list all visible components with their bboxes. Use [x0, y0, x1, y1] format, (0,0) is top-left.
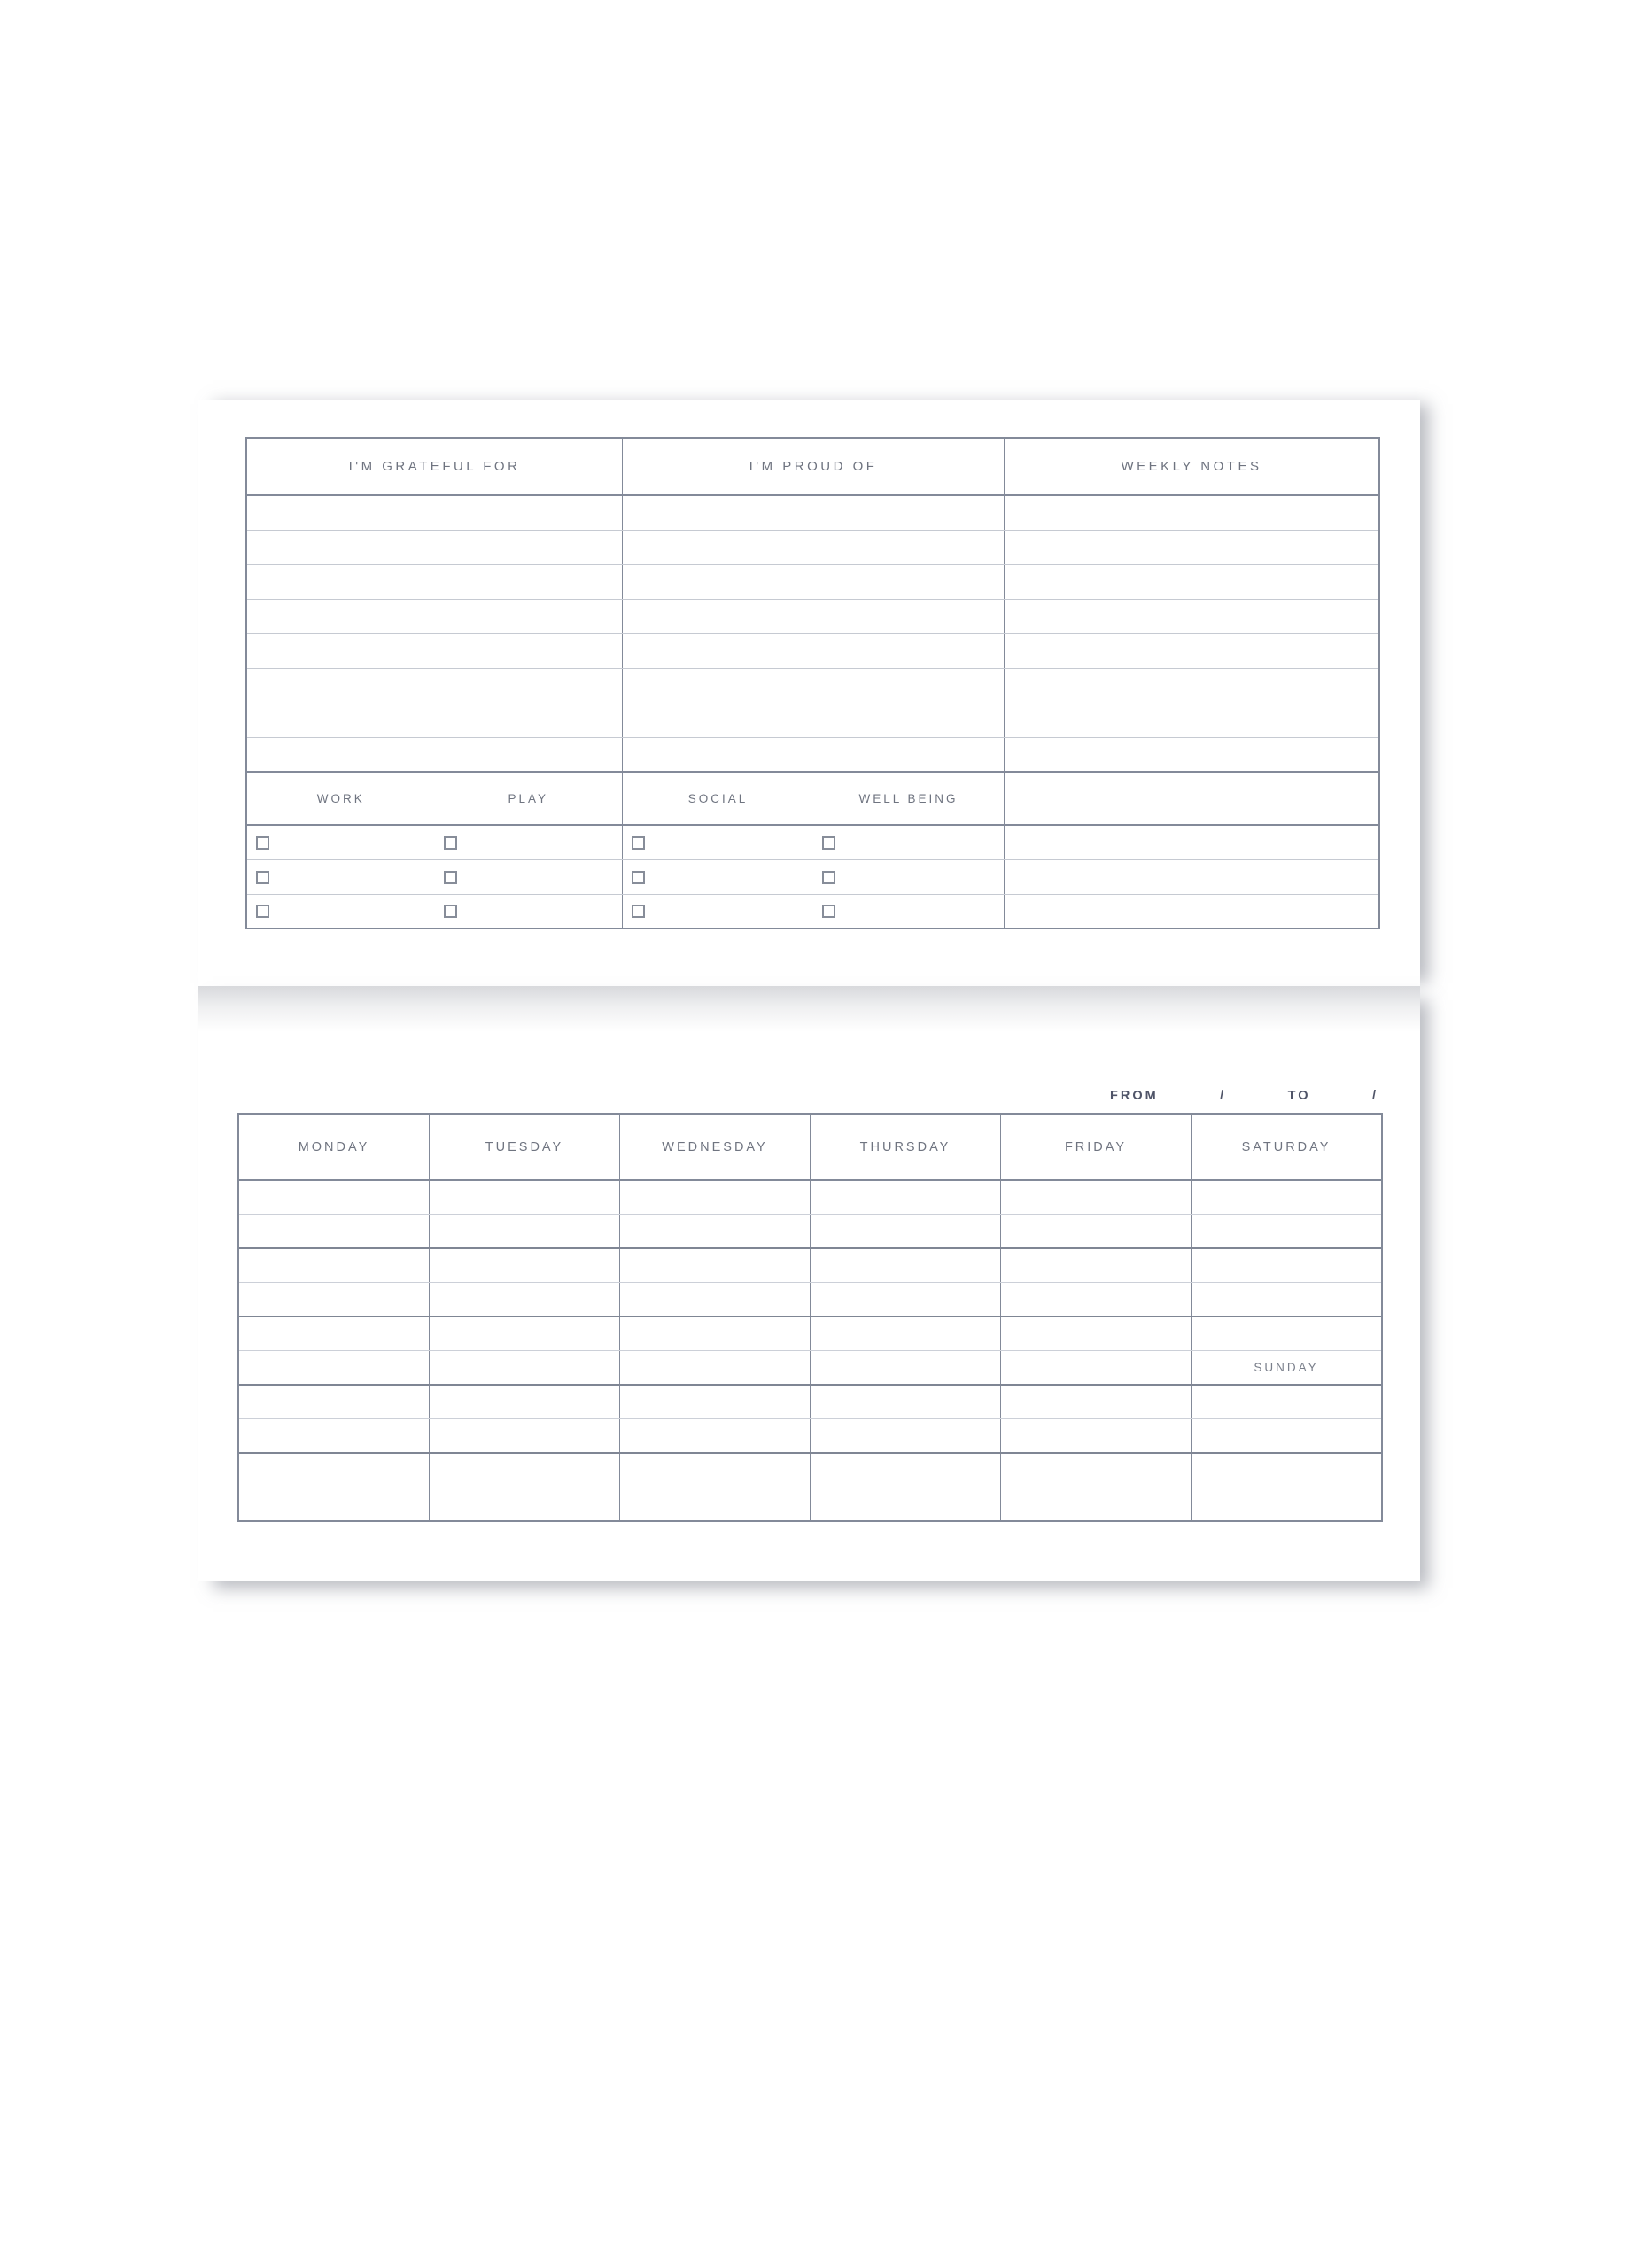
blank-cell — [239, 1386, 430, 1418]
checkbox-slot — [813, 860, 1004, 894]
blank-cell — [247, 738, 623, 771]
checkbox-slot — [247, 860, 435, 894]
checkbox-slot — [435, 826, 623, 859]
blank-cell — [811, 1487, 1001, 1520]
blank-cell — [620, 1454, 811, 1487]
planner-bottom-page — [198, 986, 1420, 1581]
date-range-row — [1110, 1084, 1378, 1107]
blank-cell — [620, 1351, 811, 1384]
blank-cell — [1005, 860, 1378, 894]
empty-checkbox — [256, 836, 269, 850]
blank-cell — [1001, 1249, 1192, 1282]
blank-cell — [623, 669, 1005, 703]
schedule-row — [239, 1181, 1381, 1215]
blank-cell — [1001, 1419, 1192, 1452]
blank-cell — [1005, 895, 1378, 928]
schedule-row — [239, 1454, 1381, 1487]
social-wellbeing-label-cell — [623, 773, 1005, 824]
schedule-row — [239, 1249, 1381, 1283]
gratitude-header-row — [247, 439, 1378, 496]
writing-row — [247, 634, 1378, 669]
date-separator: / — [1220, 1089, 1227, 1103]
blank-cell — [1001, 1487, 1192, 1520]
blank-cell — [247, 600, 623, 633]
blank-cell — [1192, 1386, 1381, 1418]
blank-cell — [239, 1487, 430, 1520]
checkbox-cell — [247, 895, 623, 928]
blank-cell — [811, 1215, 1001, 1247]
blank-cell — [811, 1386, 1001, 1418]
blank-cell — [1005, 565, 1378, 599]
blank-cell — [239, 1419, 430, 1452]
blank-cell — [811, 1454, 1001, 1487]
blank-cell — [1001, 1454, 1192, 1487]
blank-cell — [620, 1317, 811, 1350]
blank-cell — [1005, 600, 1378, 633]
blank-cell — [247, 669, 623, 703]
blank-cell — [1192, 1181, 1381, 1214]
date-separator: / — [1371, 1089, 1378, 1103]
blank-cell — [239, 1317, 430, 1350]
schedule-row — [239, 1317, 1381, 1351]
blank-cell — [811, 1249, 1001, 1282]
checkbox-row — [247, 860, 1378, 895]
blank-cell — [623, 703, 1005, 737]
checkbox-slot — [813, 826, 1004, 859]
blank-cell — [1001, 1386, 1192, 1418]
blank-cell — [811, 1317, 1001, 1350]
blank-cell — [623, 565, 1005, 599]
blank-cell — [430, 1215, 620, 1247]
blank-cell — [1192, 1215, 1381, 1247]
blank-cell — [1005, 634, 1378, 668]
tracker-label-play: PLAY — [508, 791, 549, 805]
writing-row — [247, 738, 1378, 773]
blank-cell — [1005, 669, 1378, 703]
planner-top-page — [198, 400, 1420, 986]
empty-checkbox — [444, 905, 457, 918]
column-header-grateful: I'M GRATEFUL FOR — [247, 439, 623, 494]
writing-row — [247, 565, 1378, 600]
schedule-row — [239, 1283, 1381, 1317]
blank-cell — [239, 1351, 430, 1384]
schedule-row — [239, 1487, 1381, 1520]
from-label: FROM — [1110, 1089, 1159, 1103]
blank-cell — [1005, 773, 1378, 824]
checkbox-slot — [247, 895, 435, 928]
blank-cell — [620, 1419, 811, 1452]
empty-checkbox — [822, 836, 835, 850]
blank-cell — [811, 1351, 1001, 1384]
blank-cell — [1005, 531, 1378, 564]
to-label: TO — [1287, 1089, 1311, 1103]
gratitude-table — [245, 437, 1380, 929]
checkbox-row — [247, 826, 1378, 860]
blank-cell — [620, 1215, 811, 1247]
blank-cell — [430, 1454, 620, 1487]
writing-row — [247, 703, 1378, 738]
blank-cell — [430, 1283, 620, 1316]
day-header-tuesday: TUESDAY — [430, 1115, 620, 1179]
blank-cell — [430, 1419, 620, 1452]
blank-cell — [620, 1283, 811, 1316]
blank-cell — [247, 634, 623, 668]
writing-row — [247, 496, 1378, 531]
blank-cell — [1192, 1487, 1381, 1520]
empty-checkbox — [632, 905, 645, 918]
blank-cell — [247, 565, 623, 599]
blank-cell — [623, 531, 1005, 564]
day-header-wednesday: WEDNESDAY — [620, 1115, 811, 1179]
blank-cell — [430, 1386, 620, 1418]
writing-row — [247, 531, 1378, 565]
blank-cell — [1192, 1283, 1381, 1316]
empty-checkbox — [256, 905, 269, 918]
tracker-label-well-being: WELL BEING — [858, 791, 959, 805]
checkbox-slot — [623, 826, 813, 859]
blank-cell — [1001, 1317, 1192, 1350]
blank-cell — [430, 1487, 620, 1520]
checkbox-cell — [623, 860, 1005, 894]
blank-cell — [247, 496, 623, 530]
checkbox-cell — [623, 826, 1005, 859]
tracker-labels-row — [247, 773, 1378, 826]
day-header-friday: FRIDAY — [1001, 1115, 1192, 1179]
checkbox-cell — [623, 895, 1005, 928]
blank-cell — [1005, 738, 1378, 771]
schedule-row — [239, 1419, 1381, 1454]
empty-checkbox — [256, 871, 269, 884]
checkbox-cell — [247, 826, 623, 859]
blank-cell — [1001, 1283, 1192, 1316]
tracker-label-work: WORK — [316, 791, 365, 805]
blank-cell — [239, 1454, 430, 1487]
blank-cell — [239, 1181, 430, 1214]
day-header-row — [239, 1115, 1381, 1181]
blank-cell — [1001, 1351, 1192, 1384]
blank-cell — [1001, 1215, 1192, 1247]
blank-cell — [239, 1283, 430, 1316]
blank-cell — [247, 531, 623, 564]
blank-cell — [1192, 1419, 1381, 1452]
blank-cell — [1192, 1317, 1381, 1350]
blank-cell — [620, 1181, 811, 1214]
checkbox-slot — [813, 895, 1004, 928]
blank-cell — [1001, 1181, 1192, 1214]
column-header-proud: I'M PROUD OF — [623, 439, 1005, 494]
blank-cell — [623, 738, 1005, 771]
blank-cell — [620, 1249, 811, 1282]
schedule-row — [239, 1215, 1381, 1249]
checkbox-cell — [247, 860, 623, 894]
blank-cell — [247, 703, 623, 737]
blank-cell — [620, 1386, 811, 1418]
blank-cell — [811, 1419, 1001, 1452]
day-header-thursday: THURSDAY — [811, 1115, 1001, 1179]
blank-cell — [1005, 826, 1378, 859]
blank-cell — [430, 1181, 620, 1214]
column-header-weekly-notes: WEEKLY NOTES — [1121, 459, 1262, 474]
empty-checkbox — [822, 871, 835, 884]
blank-cell — [430, 1317, 620, 1350]
blank-cell — [620, 1487, 811, 1520]
checkbox-slot — [247, 826, 435, 859]
blank-cell — [811, 1181, 1001, 1214]
empty-checkbox — [632, 836, 645, 850]
blank-cell — [239, 1249, 430, 1282]
blank-cell — [623, 634, 1005, 668]
work-play-label-cell — [247, 773, 623, 824]
blank-cell — [1192, 1454, 1381, 1487]
blank-cell — [1192, 1249, 1381, 1282]
blank-cell — [811, 1283, 1001, 1316]
weekly-schedule-table — [237, 1113, 1383, 1522]
blank-cell — [623, 600, 1005, 633]
blank-cell — [430, 1249, 620, 1282]
checkbox-row — [247, 895, 1378, 928]
day-header-monday: MONDAY — [239, 1115, 430, 1179]
writing-row — [247, 669, 1378, 703]
blank-cell — [239, 1215, 430, 1247]
checkbox-slot — [435, 860, 623, 894]
day-header-saturday: SATURDAY — [1241, 1139, 1331, 1154]
empty-checkbox — [822, 905, 835, 918]
blank-cell — [623, 496, 1005, 530]
blank-cell — [1005, 496, 1378, 530]
schedule-row-sunday-header — [239, 1351, 1381, 1386]
checkbox-slot — [623, 895, 813, 928]
empty-checkbox — [444, 836, 457, 850]
writing-row — [247, 600, 1378, 634]
blank-cell — [430, 1351, 620, 1384]
checkbox-slot — [435, 895, 623, 928]
tracker-label-social: SOCIAL — [687, 791, 749, 805]
empty-checkbox — [632, 871, 645, 884]
empty-checkbox — [444, 871, 457, 884]
checkbox-slot — [623, 860, 813, 894]
blank-cell — [1005, 703, 1378, 737]
schedule-row — [239, 1386, 1381, 1419]
day-header-sunday: SUNDAY — [1254, 1361, 1319, 1374]
